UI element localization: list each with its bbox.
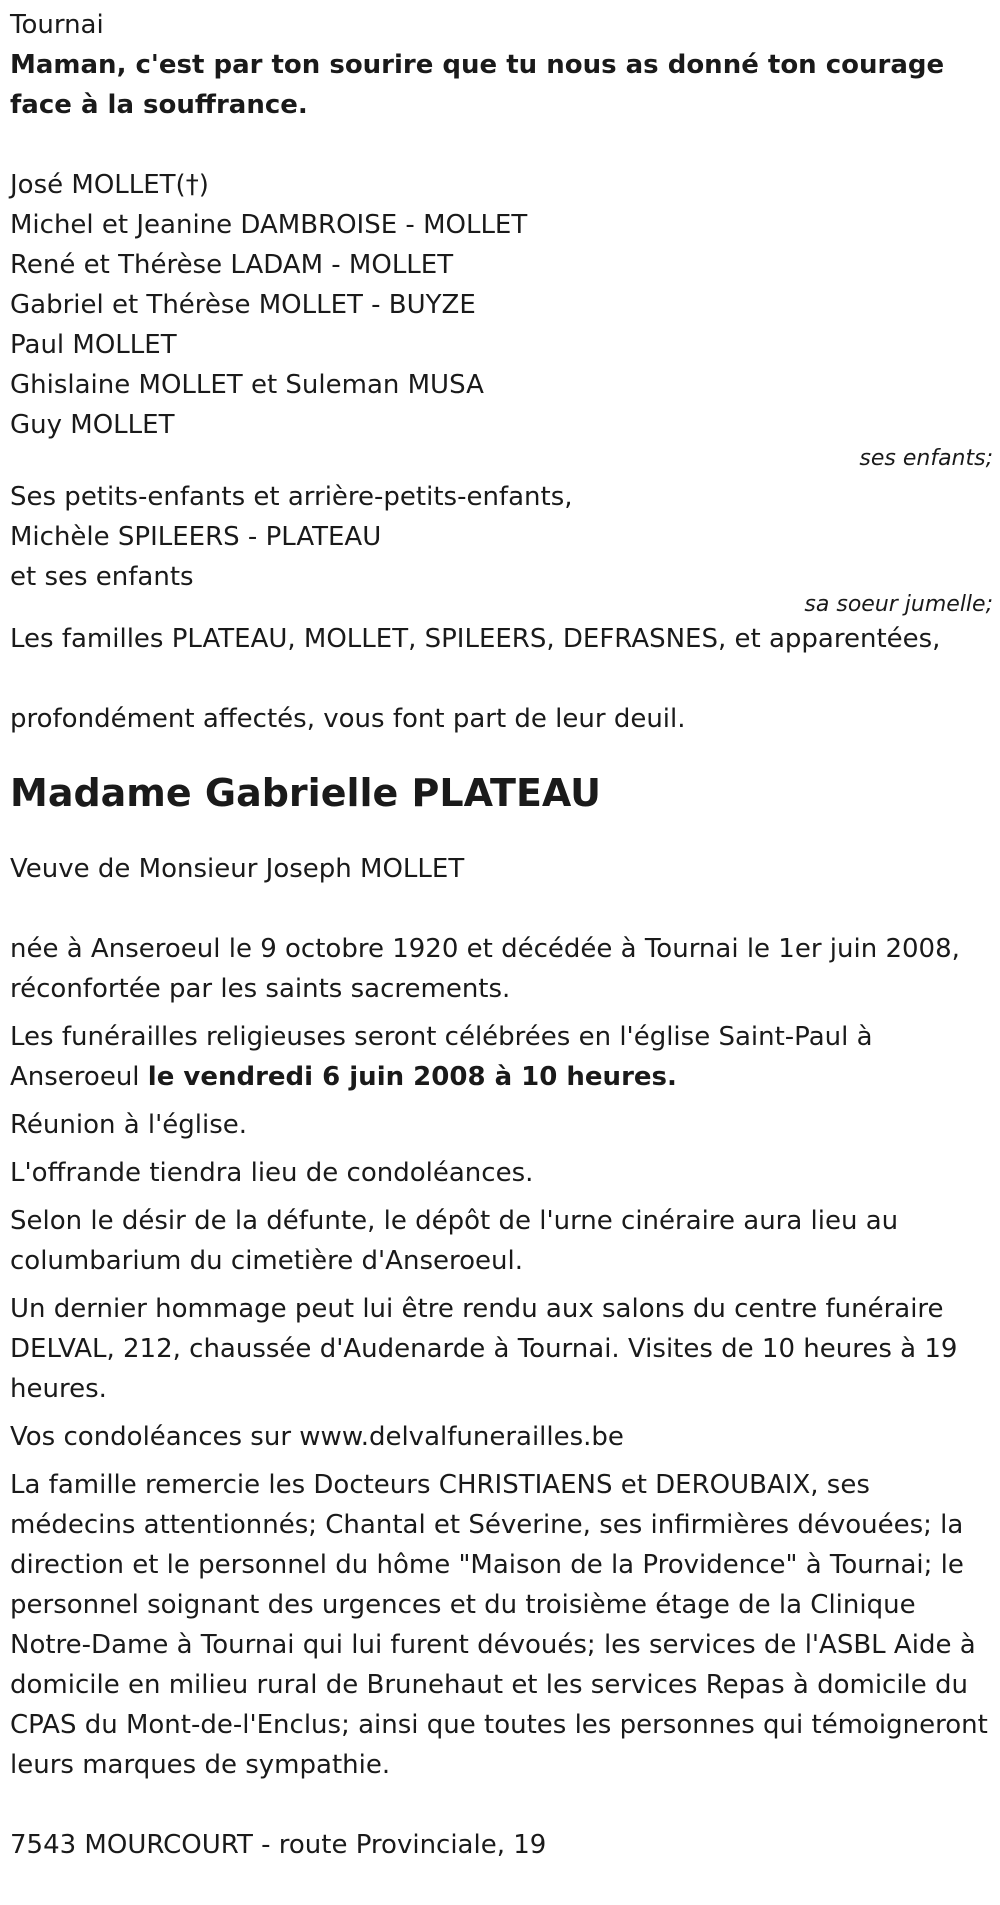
homage-text: Un dernier hommage peut lui être rendu aux salons du centre funéraire DELVAL, 212, chaussée d'Audenarde à Tournai. Visites de 10 heures à 19 heures.: [10, 1294, 958, 1404]
thanks-text: La famille remercie les Docteurs CHRISTIAENS et DEROUBAIX, ses médecins attentionnés; Chantal et Séverine, ses infirmières dévouées; la direction et le personnel du hôme "Maison de la Providence" à Tournai; le personnel soignant des urgences et du troisième étage de la Clinique Notre-Dame à Tournai qui lui furent dévoués; les services de l'ASBL Aide à domicile en milieu rural de Brunehaut et les services Repas à domicile du CPAS du Mont-de-l'Enclus; ainsi que toutes les personnes qui témoigneront leurs marques de sympathie.: [10, 1470, 988, 1780]
quote-text: Maman, c'est par ton sourire que tu nous as donné ton courage face à la souffrance.: [10, 50, 945, 120]
funeral-intro: Les funérailles religieuses seront célébrées en l'église Saint-Paul à Anseroeul: [10, 1022, 873, 1092]
condolences-text: Vos condoléances sur www.delvalfunerailles.be: [10, 1422, 624, 1452]
meeting-text: Réunion à l'église.: [10, 1110, 248, 1140]
children-label: ses enfants;: [859, 446, 993, 471]
urn-text: Selon le désir de la défunte, le dépôt de l'urne cinéraire aura lieu au columbarium du cimetière d'Anseroeul.: [10, 1206, 899, 1276]
list-item: Guy MOLLET: [10, 410, 175, 440]
deceased-name: Madame Gabrielle PLATEAU: [10, 771, 602, 815]
list-item: René et Thérèse LADAM - MOLLET: [10, 250, 454, 280]
sister-label: sa soeur jumelle;: [804, 592, 993, 617]
list-item: Paul MOLLET: [10, 330, 177, 360]
list-item: Michel et Jeanine DAMBROISE - MOLLET: [10, 210, 528, 240]
obituary-page: [0, 5, 1000, 1905]
list-item: Gabriel et Thérèse MOLLET - BUYZE: [10, 290, 476, 320]
widow-text: Veuve de Monsieur Joseph MOLLET: [10, 854, 465, 884]
city-label: Tournai: [10, 10, 104, 40]
birth-death-text: née à Anseroeul le 9 octobre 1920 et décédée à Tournai le 1er juin 2008, réconfortée par les saints sacrements.: [10, 934, 960, 1004]
grandchildren-text: Ses petits-enfants et arrière-petits-enfants,: [10, 482, 573, 512]
list-item: José MOLLET(†): [10, 170, 209, 200]
families-text: Les familles PLATEAU, MOLLET, SPILEERS, DEFRASNES, et apparentées,: [10, 624, 941, 654]
address-text: 7543 MOURCOURT - route Provinciale, 19: [10, 1830, 547, 1860]
announcement-text: profondément affectés, vous font part de leur deuil.: [10, 704, 686, 734]
list-item: Ghislaine MOLLET et Suleman MUSA: [10, 370, 484, 400]
funeral-date: le vendredi 6 juin 2008 à 10 heures.: [147, 1062, 677, 1092]
funeral-text: [10, 1017, 990, 1097]
offering-text: L'offrande tiendra lieu de condoléances.: [10, 1158, 534, 1188]
sister-children: et ses enfants: [10, 562, 194, 592]
children-list: [10, 165, 1000, 445]
sister-name: Michèle SPILEERS - PLATEAU: [10, 522, 382, 552]
